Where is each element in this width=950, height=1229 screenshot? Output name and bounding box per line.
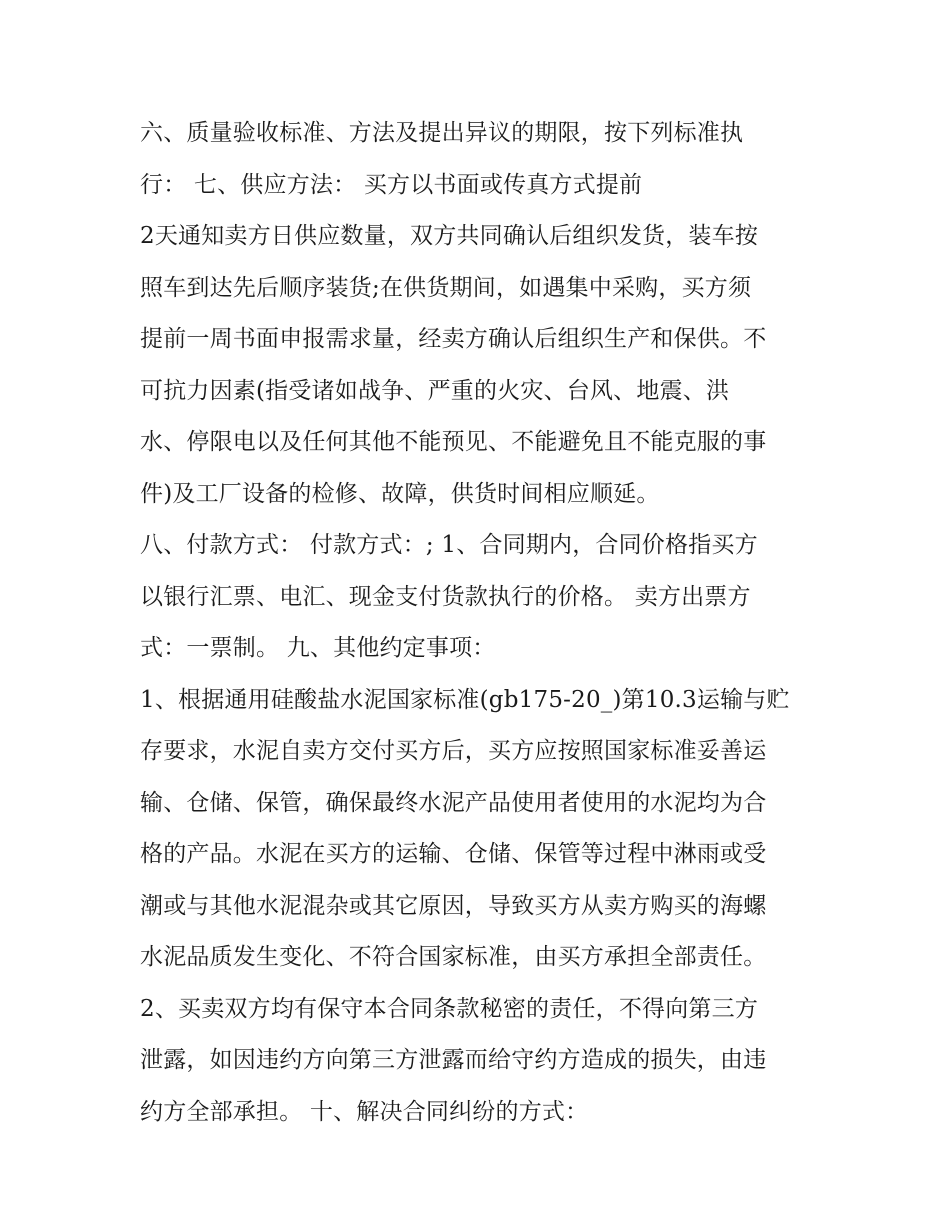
text-line: 1、根据通用硅酸盐水泥国家标准(gb175-20_)第10.3运输与贮 (140, 686, 790, 713)
text-line: 水泥品质发生变化、不符合国家标准，由买方承担全部责任。 (140, 944, 767, 970)
text-line: 照车到达先后顺序装货;在供货期间，如遇集中采购，买方须 (140, 274, 752, 301)
text-line: 六、质量验收标准、方法及提出异议的期限，按下列标准执 (140, 120, 744, 146)
text-line: 可抗力因素(指受诸如战争、严重的火灾、台风、地震、洪 (140, 377, 730, 404)
document-body (140, 108, 830, 1138)
text-line: 以银行汇票、电汇、现金支付货款执行的价格。 卖方出票方 (140, 583, 751, 610)
text-line: 输、仓储、保管，确保最终水泥产品使用者使用的水泥均为合 (140, 789, 767, 816)
text-line: 式：一票制。 九、其他约定事项： (140, 635, 496, 661)
text-line: 格的产品。水泥在买方的运输、仓储、保管等过程中淋雨或受 (140, 841, 767, 867)
text-line: 约方全部承担。 十、解决合同纠纷的方式： (140, 1098, 589, 1125)
text-line: 潮或与其他水泥混杂或其它原因，导致买方从卖方购买的海螺 (140, 892, 767, 919)
text-line: 八、付款方式： 付款方式：; 1、合同期内，合同价格指买方 (140, 532, 758, 558)
text-line: 2天通知卖方日供应数量，双方共同确认后组织发货，装车按 (140, 223, 759, 249)
text-line: 存要求，水泥自卖方交付买方后，买方应按照国家标准妥善运 (140, 738, 767, 764)
text-line: 行： 七、供应方法： 买方以书面或传真方式提前 (140, 171, 643, 198)
text-line: 提前一周书面申报需求量，经卖方确认后组织生产和保供。不 (140, 326, 767, 352)
text-line: 水、停限电以及任何其他不能预见、不能避免且不能克服的事 (140, 429, 767, 455)
text-line: 件)及工厂设备的检修、故障，供货时间相应顺延。 (140, 480, 660, 507)
text-line: 2、买卖双方均有保守本合同条款秘密的责任，不得向第三方 (140, 995, 759, 1022)
text-line: 泄露，如因违约方向第三方泄露而给守约方造成的损失，由违 (140, 1047, 767, 1073)
